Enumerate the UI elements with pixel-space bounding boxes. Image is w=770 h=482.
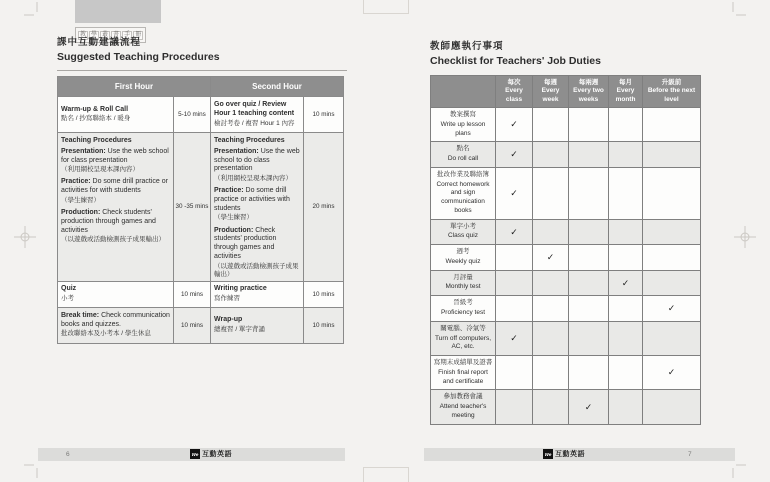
frequency-en: Every week	[541, 87, 560, 103]
corner-crop-mark-tr	[732, 2, 746, 16]
empty-cell	[569, 356, 609, 390]
empty-cell	[496, 356, 533, 390]
left-page-title-zh: 課中互動建議流程	[57, 37, 142, 48]
tab-character: 冊	[135, 31, 142, 38]
duty-zh: 批改作業及聯絡簿	[437, 170, 489, 178]
writing-practice-cell	[211, 281, 304, 307]
step	[214, 227, 300, 279]
brand-logo-icon: We	[543, 449, 553, 459]
empty-cell	[533, 270, 569, 296]
step-zh: （利用網校呈現本課內容）	[61, 166, 139, 174]
checklist-body	[431, 108, 701, 425]
step-text: Check students' production through games and activities	[61, 209, 156, 234]
empty-cell	[533, 321, 569, 355]
duty-zh: 月評量	[453, 273, 473, 281]
empty-cell	[569, 321, 609, 355]
checkmark-icon: ✓	[510, 333, 518, 344]
empty-cell	[533, 356, 569, 390]
empty-cell	[609, 390, 643, 424]
break-time-cell	[58, 307, 174, 343]
corner-crop-mark-tl	[24, 2, 38, 16]
table-row	[58, 307, 344, 343]
empty-cell	[609, 245, 643, 271]
left-footer-brand	[190, 449, 232, 459]
time-cell: 10 mins	[174, 281, 211, 307]
frequency-zh: 每週	[544, 78, 557, 86]
checkmark-icon: ✓	[667, 303, 676, 314]
activity-zh: 小考	[61, 295, 74, 303]
frequency-zh: 升級前	[661, 78, 682, 86]
brand-text: 互動英語	[202, 451, 232, 458]
duty-zh: 教案撰寫	[450, 111, 476, 118]
time-cell: 20 mins	[304, 133, 344, 282]
step	[61, 148, 170, 175]
step-text: Do some drill practice or activities with students	[214, 187, 290, 212]
checkmark-icon: ✓	[546, 252, 555, 263]
checklist-row	[431, 108, 701, 142]
corner-crop-mark-br	[732, 464, 746, 478]
duty-label-cell	[431, 321, 496, 355]
quiz-cell	[58, 281, 174, 307]
teacher-duties-checklist	[430, 75, 701, 425]
empty-cell	[609, 142, 643, 168]
checklist-row	[431, 321, 701, 355]
table-row	[58, 97, 344, 133]
checkmark-icon: ✓	[510, 226, 518, 237]
duty-en: Do roll call	[447, 155, 479, 163]
step-text: Check students' production through games and activities	[214, 226, 277, 260]
checklist-row	[431, 390, 701, 424]
checkmark-icon: ✓	[667, 367, 676, 378]
left-page-title-en: Suggested Teaching Procedures	[57, 51, 220, 63]
check-cell	[496, 108, 533, 142]
duty-en: Finish final report and certificate	[438, 368, 488, 385]
step	[61, 178, 170, 205]
time-cell: 10 mins	[304, 307, 344, 343]
duty-label-cell	[431, 296, 496, 322]
empty-cell	[643, 108, 701, 142]
empty-cell	[643, 245, 701, 271]
checkmark-icon: ✓	[584, 401, 593, 412]
checklist-header-row	[431, 76, 701, 108]
duty-label-cell	[431, 142, 496, 168]
empty-cell	[496, 270, 533, 296]
checkmark-icon: ✓	[510, 149, 518, 160]
title-divider	[57, 70, 347, 71]
step	[214, 148, 300, 183]
cell-heading: Teaching Procedures	[61, 137, 132, 144]
empty-cell	[569, 167, 609, 219]
duty-zh: 點名	[456, 145, 470, 153]
time-cell: 10 mins	[174, 307, 211, 343]
checklist-row	[431, 167, 701, 219]
duty-zh: 週考	[456, 248, 470, 256]
empty-cell	[643, 390, 701, 424]
tab-character: 教	[80, 31, 87, 38]
step-label: Production:	[61, 209, 101, 216]
duty-en: Attend teacher's meeting	[439, 403, 487, 419]
tab-character: 叢	[102, 31, 109, 38]
check-cell	[496, 219, 533, 245]
booklet-tab	[75, 0, 161, 23]
go-over-quiz-cell	[211, 97, 304, 133]
corner-crop-mark-bl	[24, 464, 38, 478]
frequency-header	[569, 76, 609, 108]
right-page-title-zh: 教師應執行事項	[430, 41, 504, 52]
duty-en: Monthly test	[445, 283, 481, 291]
duty-en: Turn off computers, AC, etc.	[435, 334, 491, 351]
registration-mark-left	[14, 226, 36, 248]
check-cell	[496, 321, 533, 355]
checkmark-icon: ✓	[621, 277, 630, 288]
duty-zh: 寫期末成績單及證書	[433, 359, 493, 367]
empty-cell	[496, 296, 533, 322]
step-zh: （學生練習）	[61, 196, 100, 204]
duty-label-cell	[431, 219, 496, 245]
check-cell	[496, 167, 533, 219]
activity-text: Check communication books and quizzes.	[61, 311, 170, 328]
brand-text: 互動英語	[555, 451, 585, 458]
empty-cell	[609, 167, 643, 219]
step-label: Presentation:	[61, 147, 106, 155]
duty-zh: 單字小考	[450, 222, 476, 230]
duty-en: Weekly quiz	[445, 257, 481, 265]
checklist-row	[431, 219, 701, 245]
activity-title: Wrap-up	[214, 316, 243, 324]
empty-cell	[609, 108, 643, 142]
activity-title: Writing practice	[214, 285, 267, 293]
empty-cell	[533, 142, 569, 168]
tab-character: 書	[113, 31, 120, 38]
duty-label-cell	[431, 245, 496, 271]
checkmark-icon: ✓	[510, 187, 518, 198]
checklist-row	[431, 296, 701, 322]
left-page	[57, 34, 347, 344]
frequency-en: Every two weeks	[573, 87, 604, 103]
right-footer-brand	[543, 449, 585, 459]
step	[214, 187, 300, 222]
frequency-header	[643, 76, 701, 108]
activity-zh: 批改聯絡本及小考本 / 學生休息	[61, 330, 151, 338]
step-text: Use the web school for class presentation	[61, 147, 169, 164]
right-page-title-en: Checklist for Teachers' Job Duties	[430, 55, 601, 67]
tab-character: 學	[91, 31, 98, 38]
activity-title: Quiz	[61, 285, 77, 293]
step-zh: （以遊戲或活動檢測孩子成果輸出）	[214, 262, 299, 278]
checklist-row	[431, 245, 701, 271]
frequency-zh: 每次	[507, 78, 521, 86]
checklist-corner-cell	[431, 76, 496, 108]
empty-cell	[609, 296, 643, 322]
frequency-zh: 每月	[619, 78, 632, 86]
left-page-number: 6	[66, 451, 70, 458]
brand-logo-icon: We	[190, 449, 200, 459]
cell-heading: Teaching Procedures	[214, 137, 285, 144]
warmup-cell	[58, 97, 174, 133]
step-zh: （學生練習）	[214, 214, 254, 222]
checklist-row	[431, 270, 701, 296]
teaching-procedures-table	[57, 76, 344, 344]
activity-zh: 寫作練習	[214, 295, 241, 303]
table-row	[58, 133, 344, 282]
empty-cell	[569, 142, 609, 168]
step-label: Production:	[214, 226, 254, 234]
frequency-en: Before the next level	[647, 87, 696, 103]
empty-cell	[609, 356, 643, 390]
empty-cell	[643, 219, 701, 245]
duty-en: Class quiz	[448, 232, 478, 240]
activity-zh: 檢討考卷 / 複習 Hour 1 內容	[214, 119, 295, 127]
frequency-header	[533, 76, 569, 108]
check-cell	[643, 356, 701, 390]
table-row	[58, 281, 344, 307]
empty-cell	[569, 296, 609, 322]
step-zh: （利用網校呈現本課內容）	[214, 175, 293, 182]
check-cell	[533, 245, 569, 271]
time-cell: 10 mins	[304, 97, 344, 133]
first-hour-header: First Hour	[58, 77, 211, 97]
activity-zh: 總複習 / 單字背誦	[214, 326, 265, 334]
duty-label-cell	[431, 108, 496, 142]
empty-cell	[533, 167, 569, 219]
step-text: Do some drill practice or activities for with students	[61, 178, 168, 195]
check-cell	[609, 270, 643, 296]
empty-cell	[533, 390, 569, 424]
duty-label-cell	[431, 270, 496, 296]
duty-label-cell	[431, 390, 496, 424]
empty-cell	[533, 108, 569, 142]
step-label: Practice:	[61, 178, 91, 186]
tab-character: 手	[124, 31, 131, 38]
step-label: Presentation:	[214, 147, 259, 155]
empty-cell	[643, 167, 701, 219]
duty-zh: 關電腦、冷氣等	[440, 324, 486, 332]
duty-en: Correct homework and sign communication books	[436, 180, 490, 214]
center-crop-mark-top	[363, 0, 409, 14]
time-cell: 30 -35 mins	[174, 133, 211, 282]
check-cell	[569, 390, 609, 424]
activity-title: Go over quiz / Review Hour 1 teaching content	[214, 101, 295, 117]
duty-label-cell	[431, 167, 496, 219]
registration-mark-right	[734, 226, 756, 248]
right-page	[430, 38, 704, 425]
activity-title: Warm-up & Roll Call	[61, 105, 129, 113]
right-page-number: 7	[688, 451, 692, 458]
activity-title: Break time:	[61, 311, 100, 319]
step-zh: （以遊戲或活動檢測孩子成果輸出）	[61, 236, 165, 244]
empty-cell	[496, 245, 533, 271]
empty-cell	[569, 245, 609, 271]
empty-cell	[569, 219, 609, 245]
checkmark-icon: ✓	[510, 119, 518, 130]
table-header-row	[58, 77, 344, 97]
duty-zh: 晉級考	[453, 299, 473, 307]
step-text: Use the web school to do class presentation	[214, 147, 300, 173]
checklist-row	[431, 142, 701, 168]
empty-cell	[609, 321, 643, 355]
empty-cell	[643, 321, 701, 355]
check-cell	[496, 142, 533, 168]
duty-en: Write up lesson plans	[440, 120, 486, 137]
time-cell: 5-10 mins	[174, 97, 211, 133]
empty-cell	[496, 390, 533, 424]
activity-zh: 點名 / 抄寫聯絡本 / 暖身	[61, 115, 131, 123]
second-hour-header: Second Hour	[211, 77, 344, 97]
step-label: Practice:	[214, 187, 244, 195]
teaching-procedures-hour2-cell	[211, 133, 304, 282]
empty-cell	[533, 219, 569, 245]
duty-zh: 參加教務會議	[443, 393, 483, 401]
time-cell: 10 mins	[304, 281, 344, 307]
empty-cell	[643, 270, 701, 296]
teaching-procedures-hour1-cell	[58, 133, 174, 282]
frequency-en: Every month	[615, 87, 636, 103]
frequency-header	[496, 76, 533, 108]
check-cell	[643, 296, 701, 322]
empty-cell	[609, 219, 643, 245]
duty-label-cell	[431, 356, 496, 390]
empty-cell	[569, 108, 609, 142]
checklist-row	[431, 356, 701, 390]
empty-cell	[643, 142, 701, 168]
step	[61, 209, 170, 244]
empty-cell	[569, 270, 609, 296]
duty-en: Proficiency test	[440, 309, 486, 317]
frequency-en: Every class	[505, 87, 523, 103]
frequency-header	[609, 76, 643, 108]
empty-cell	[533, 296, 569, 322]
frequency-zh: 每兩週	[578, 78, 599, 86]
wrap-up-cell	[211, 307, 304, 343]
